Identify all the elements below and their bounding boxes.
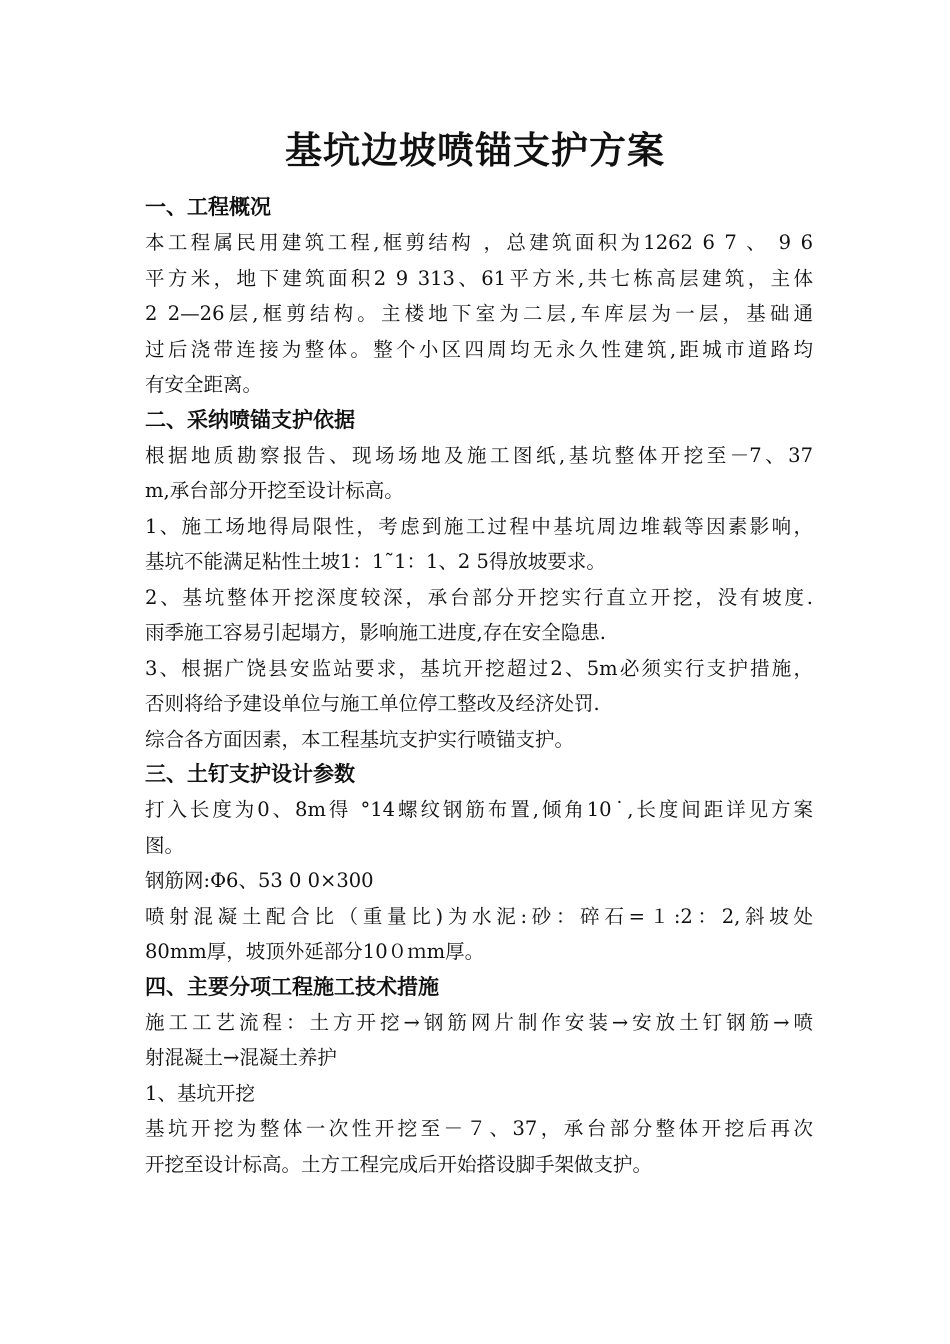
section-heading: 一、工程概况 bbox=[145, 195, 271, 219]
body-text-line: 1、施工场地得局限性，考虑到施工过程中基坑周边堆载等因素影响， bbox=[145, 514, 813, 538]
body-text-line: 否则将给予建设单位与施工单位停工整改及经济处罚. bbox=[145, 692, 600, 715]
body-text-line: 综合各方面因素，本工程基坑支护实行喷锚支护。 bbox=[145, 727, 575, 751]
body-text-line: 平方米，地下建筑面积2 9 313、61平方米,共七栋高层建筑，主体 bbox=[145, 266, 813, 290]
body-text-line: 过后浇带连接为整体。整个小区四周均无永久性建筑,距城市道路均 bbox=[145, 337, 813, 361]
body-text-line: 2 2—26层,框剪结构。主楼地下室为二层,车库层为一层，基础通 bbox=[145, 302, 813, 325]
body-text-line: 基坑开挖为整体一次性开挖至－７、37，承台部分整体开挖后再次 bbox=[145, 1117, 813, 1140]
body-text-line: 3、根据广饶县安监站要求，基坑开挖超过2、5m必须实行支护措施， bbox=[145, 656, 813, 680]
body-text-line: 80mm厚，坡顶外延部分10０ｍm厚。 bbox=[145, 940, 485, 963]
body-text-line: 雨季施工容易引起塌方，影响施工进度,存在安全隐患. bbox=[145, 621, 606, 644]
body-text-line: 喷射混凝土配合比（重量比)为水泥:砂：碎石=１:2：2,斜坡处 bbox=[145, 904, 813, 928]
section-heading: 三、土钉支护设计参数 bbox=[145, 762, 355, 786]
body-text-line: 本工程属民用建筑工程,框剪结构 ，总建筑面积为1262 6 7 、 9 6 bbox=[145, 231, 813, 254]
section-heading: 二、采纳喷锚支护依据 bbox=[145, 407, 355, 432]
document-title: 基坑边坡喷锚支护方案 bbox=[285, 129, 665, 172]
body-text-line: 开挖至设计标高。土方工程完成后开始搭设脚手架做支护。 bbox=[145, 1152, 653, 1176]
body-text-line: 射混凝土→混凝土养护 bbox=[145, 1046, 337, 1069]
body-text-line: 有安全距离。 bbox=[145, 373, 263, 396]
body-text-line: 1、基坑开挖 bbox=[145, 1081, 255, 1105]
body-text-line: 钢筋网:Φ6、53 0 0×300 bbox=[145, 869, 374, 892]
body-text-line: 施工工艺流程：土方开挖→钢筋网片制作安装→安放土钉钢筋→喷 bbox=[145, 1010, 813, 1034]
body-text-line: m,承台部分开挖至设计标高。 bbox=[145, 479, 404, 502]
document-body bbox=[145, 190, 813, 1182]
body-text-line: 基坑不能满足粘性土坡1：1˜1：1、2 5得放坡要求。 bbox=[145, 550, 606, 573]
body-text-line: 根据地质勘察报告、现场场地及施工图纸,基坑整体开挖至－7、37 bbox=[145, 443, 813, 467]
body-text-line: 打入长度为0、8m得 °14螺纹钢筋布置,倾角10˙,长度间距详见方案 bbox=[145, 798, 813, 821]
body-text-line: 图。 bbox=[145, 833, 185, 857]
section-heading: 四、主要分项工程施工技术措施 bbox=[145, 974, 439, 999]
body-text-line: 2、基坑整体开挖深度较深，承台部分开挖实行直立开挖，没有坡度. bbox=[145, 585, 813, 609]
